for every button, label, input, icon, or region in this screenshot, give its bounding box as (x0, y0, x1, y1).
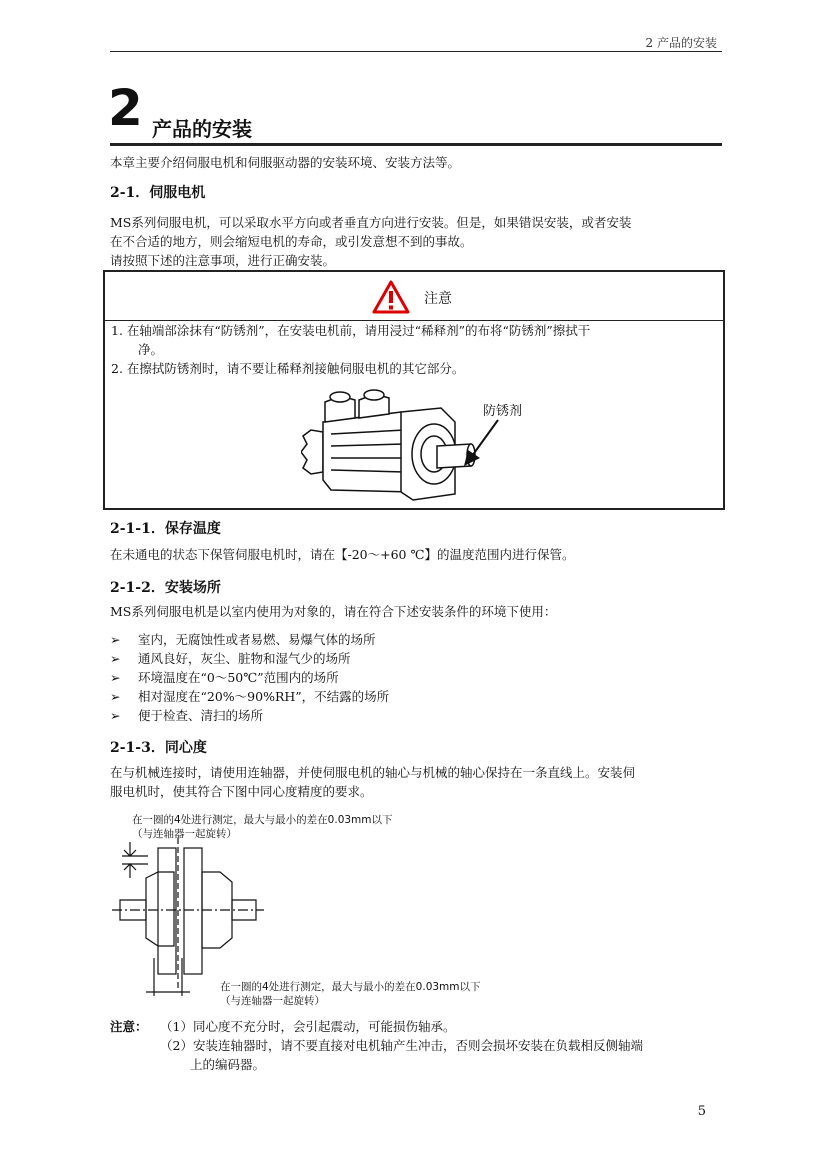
caution-header (105, 272, 723, 321)
list-item: ➢ 相对湿度在“20%～90%RH”，不结露的场所 (110, 689, 390, 704)
coupling-alignment-diagram (108, 838, 268, 998)
chapter-number: 2 (108, 79, 143, 137)
caution-title: 注意 (424, 291, 452, 307)
pointer-arrow-icon (460, 418, 510, 468)
list-item: ➢ 便于检查、清扫的场所 (110, 708, 264, 723)
note-item-cont: 上的编码器。 (190, 1057, 266, 1072)
section-2-1-3-line: 在与机械连接时，请使用连轴器，并使伺服电机的轴心与机械的轴心保持在一条直线上。安装伺 (110, 765, 636, 780)
section-heading-2-1-3: 2-1-3．同心度 (110, 740, 207, 756)
note-item: （1）同心度不充分时，会引起震动，可能损伤轴承。 (160, 1019, 456, 1034)
list-item: ➢ 室内，无腐蚀性或者易燃、易爆气体的场所 (110, 632, 376, 647)
list-item: ➢ 环境温度在“0～50℃”范围内的场所 (110, 670, 339, 685)
section-heading-2-1: 2-1．伺服电机 (110, 185, 206, 201)
chapter-intro: 本章主要介绍伺服电机和伺服驱动器的安装环境、安装方法等。 (110, 155, 461, 170)
header-rule (110, 51, 722, 52)
section-2-1-para-line: 在不合适的地方，则会缩短电机的寿命，或引发意想不到的事故。 (110, 234, 473, 249)
section-2-1-para-line: 请按照下述的注意事项，进行正确安装。 (110, 253, 336, 268)
figure-note-bottom: 在一圈的4处进行测定，最大与最小的差在0.03mm以下 （与连轴器一起旋转） (220, 981, 481, 1007)
running-header: 2 产品的安装 (645, 36, 717, 50)
section-2-1-para-line: MS系列伺服电机，可以采取水平方向或者垂直方向进行安装。但是，如果错误安装，或者安装 (110, 215, 632, 230)
bullet-arrow-icon: ➢ (110, 651, 121, 666)
list-item: ➢ 通风良好，灰尘、脏物和湿气少的场所 (110, 651, 351, 666)
note-item: （2）安装连轴器时，请不要直接对电机轴产生冲击，否则会损坏安装在负载相反侧轴端 (160, 1038, 643, 1053)
caution-item: 2. 在擦拭防锈剂时，请不要让稀释剂接触伺服电机的其它部分。 (111, 361, 465, 376)
bullet-arrow-icon: ➢ (110, 670, 121, 685)
section-heading-2-1-1: 2-1-1．保存温度 (110, 521, 221, 537)
chapter-rule (110, 143, 722, 146)
section-2-1-3-line: 服电机时，使其符合下图中同心度精度的要求。 (110, 784, 373, 799)
figure-label-antirust: 防锈剂 (483, 404, 523, 419)
caution-box (103, 270, 725, 510)
caution-item: 1. 在轴端部涂抹有“防锈剂”，在安装电机前，请用浸过“稀释剂”的布将“防锈剂”擦拭干 (111, 323, 591, 338)
caution-item-cont: 净。 (138, 342, 164, 357)
page-number: 5 (697, 1104, 706, 1119)
section-2-1-1-text: 在未通电的状态下保管伺服电机时，请在【-20～+60 ℃】的温度范围内进行保管。 (110, 547, 575, 562)
bullet-arrow-icon: ➢ (110, 708, 121, 723)
figure-note-top: 在一圈的4处进行测定，最大与最小的差在0.03mm以下 （与连轴器一起旋转） (132, 814, 393, 840)
chapter-title: 产品的安装 (152, 117, 252, 141)
install-conditions-list (110, 630, 389, 725)
bullet-arrow-icon: ➢ (110, 689, 121, 704)
warning-triangle-icon (372, 280, 410, 314)
section-heading-2-1-2: 2-1-2．安装场所 (110, 580, 221, 596)
bullet-arrow-icon: ➢ (110, 632, 121, 647)
section-2-1-2-text: MS系列伺服电机是以室内使用为对象的，请在符合下述安装条件的环境下使用： (110, 604, 557, 619)
notes-label: 注意： (110, 1019, 148, 1034)
